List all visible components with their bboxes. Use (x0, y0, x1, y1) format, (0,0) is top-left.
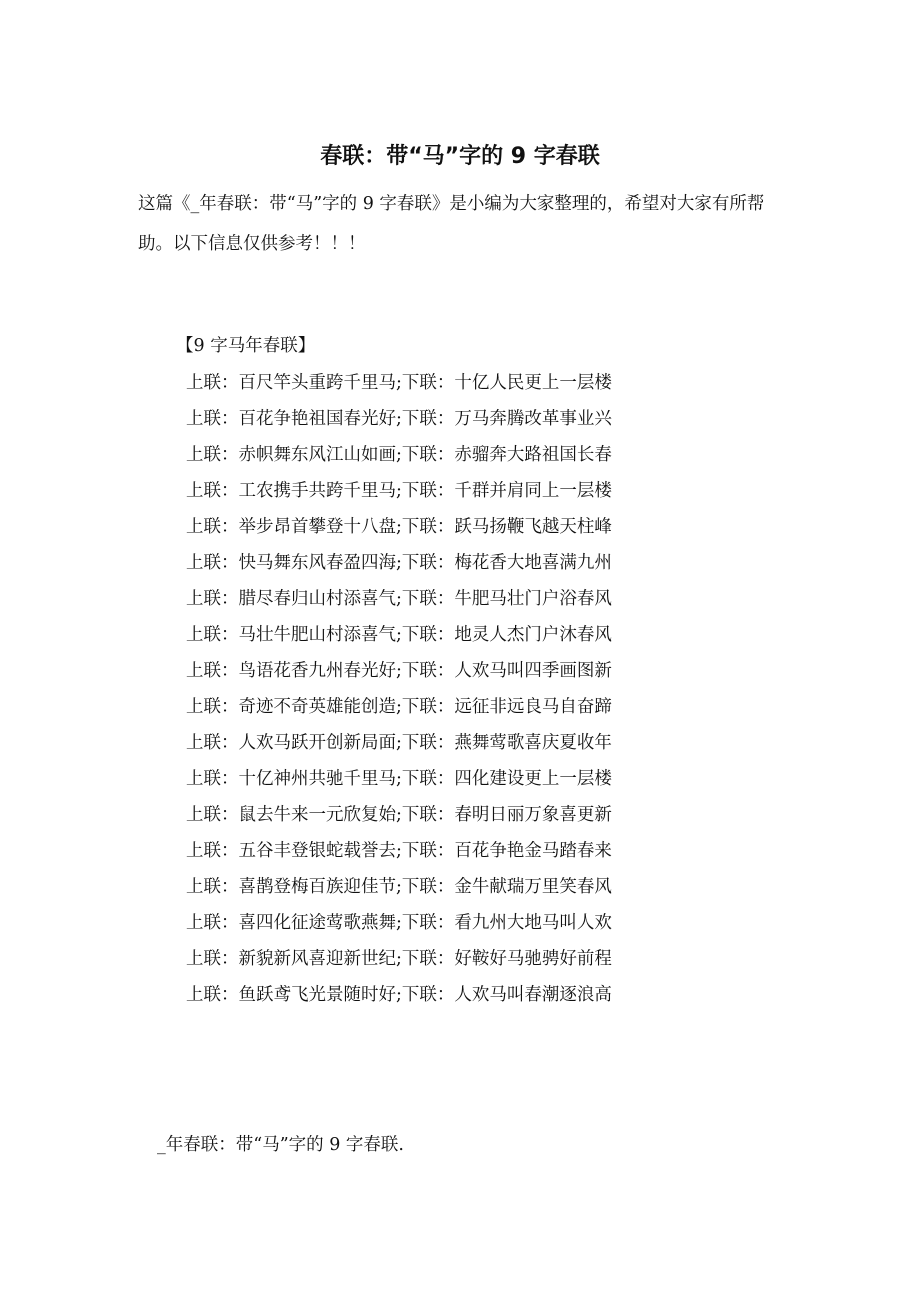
couplet-line: 上联：赤帜舞东风江山如画;下联：赤骝奔大路祖国长春 (186, 445, 612, 465)
couplet-line: 上联：快马舞东风春盈四海;下联：梅花香大地喜满九州 (186, 553, 612, 573)
couplet-line: 上联：百花争艳祖国春光好;下联：万马奔腾改革事业兴 (186, 409, 612, 429)
couplet-line: 上联：举步昂首攀登十八盘;下联：跃马扬鞭飞越天柱峰 (186, 517, 612, 537)
couplet-line: 上联：喜四化征途莺歌燕舞;下联：看九州大地马叫人欢 (186, 913, 612, 933)
intro-paragraph: 这篇《_年春联：带“马”字的 9 字春联》是小编为大家整理的，希望对大家有所帮助。以下信息仅供参考！！！ (138, 194, 765, 254)
couplet-line: 上联：十亿神州共驰千里马;下联：四化建设更上一层楼 (186, 769, 612, 789)
couplet-list (186, 365, 612, 1013)
footer-text: _年春联：带“马”字的 9 字春联. (157, 1135, 404, 1155)
couplet-line: 上联：腊尽春归山村添喜气;下联：牛肥马壮门户浴春风 (186, 589, 612, 609)
couplet-line: 上联：百尺竿头重跨千里马;下联：十亿人民更上一层楼 (186, 373, 612, 393)
couplet-line: 上联：马壮牛肥山村添喜气;下联：地灵人杰门户沐春风 (186, 625, 612, 645)
couplet-line: 上联：喜鹊登梅百族迎佳节;下联：金牛献瑞万里笑春风 (186, 877, 612, 897)
couplet-line: 上联：人欢马跃开创新局面;下联：燕舞莺歌喜庆夏收年 (186, 733, 612, 753)
couplet-line: 上联：新貌新风喜迎新世纪;下联：好鞍好马驰骋好前程 (186, 949, 612, 969)
document-title: 春联：带“马”字的 9 字春联 (320, 144, 600, 169)
couplet-line: 上联：五谷丰登银蛇载誉去;下联：百花争艳金马踏春来 (186, 841, 612, 861)
couplet-line: 上联：鼠去牛来一元欣复始;下联：春明日丽万象喜更新 (186, 805, 612, 825)
section-heading: 【9 字马年春联】 (176, 336, 316, 356)
couplet-line: 上联：鱼跃鸢飞光景随时好;下联：人欢马叫春潮逐浪高 (186, 985, 612, 1005)
couplet-line: 上联：工农携手共跨千里马;下联：千群并肩同上一层楼 (186, 481, 612, 501)
couplet-line: 上联：鸟语花香九州春光好;下联：人欢马叫四季画图新 (186, 661, 612, 681)
couplet-line: 上联：奇迹不奇英雄能创造;下联：远征非远良马自奋蹄 (186, 697, 612, 717)
